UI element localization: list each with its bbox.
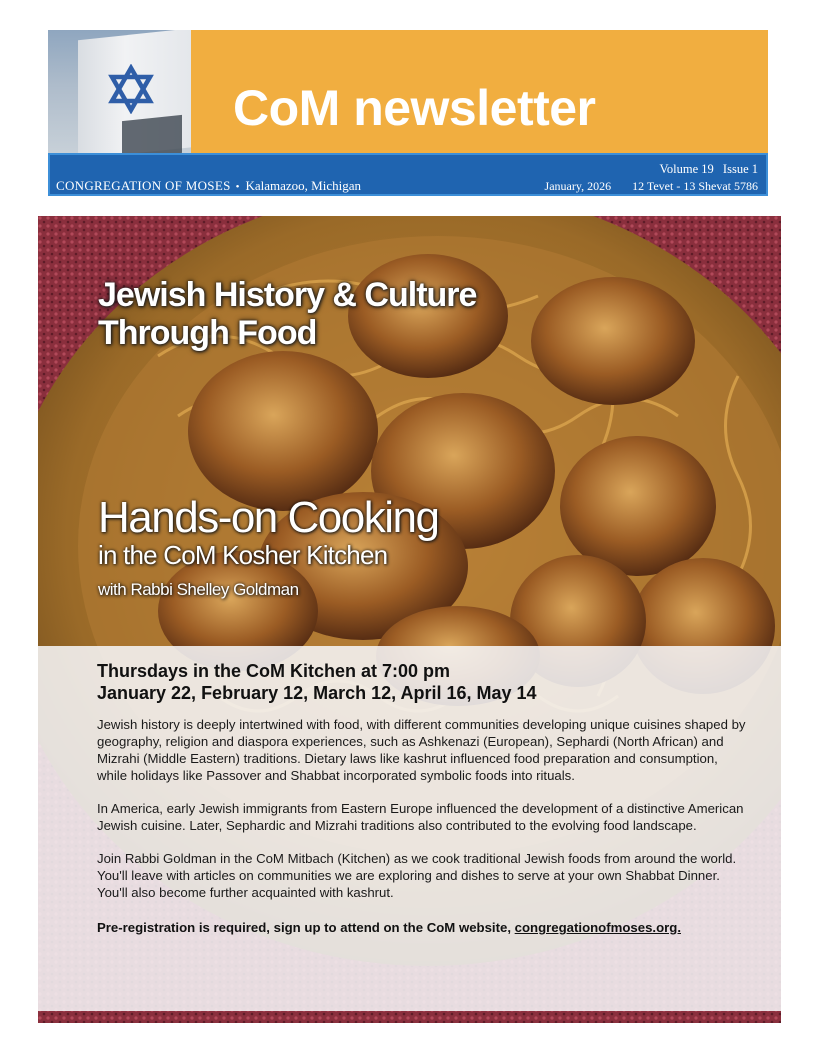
date-line — [545, 179, 758, 194]
newsletter-masthead — [48, 30, 768, 196]
org-name: CONGREGATION OF MOSES — [56, 178, 231, 193]
prereg-text: Pre-registration is required, sign up to attend on the CoM website, — [97, 920, 515, 935]
issue-number: Issue 1 — [722, 162, 758, 176]
volume-issue — [654, 162, 759, 177]
volume-number: Volume 19 — [659, 162, 714, 176]
subhead-rabbi: with Rabbi Shelley Goldman — [98, 580, 299, 599]
flyer-headline — [98, 276, 476, 352]
paragraph-history: Jewish history is deeply intertwined with food, with different communities developing unique cuisines shaped by geography, religion and diaspora experiences, such as Ashkenazi (European), Sephardi (North African) and Mizrahi (Middle Eastern) traditions. Dietary laws like kashrut influenced food preparation and consumption, while holidays like Passover and Shabbat incorporated symbolic foods into rituals. — [97, 717, 746, 783]
schedule-dates: January 22, February 12, March 12, April 16, May 14 — [97, 683, 537, 703]
hebrew-date: 12 Tevet - 13 Shevat 5786 — [632, 179, 758, 193]
subhead-hands-on: Hands-on Cooking — [98, 493, 439, 542]
schedule-time: Thursdays in the CoM Kitchen at 7:00 pm — [97, 661, 451, 681]
synagogue-photo — [48, 30, 191, 153]
subhead-kitchen: in the CoM Kosher Kitchen — [98, 540, 388, 570]
website-link[interactable]: congregationofmoses.org. — [514, 920, 681, 935]
newsletter-title: CoM newsletter — [233, 80, 596, 136]
cooking-class-flyer — [38, 216, 781, 1023]
star-of-david-icon — [106, 64, 156, 114]
headline-line-2: Through Food — [98, 314, 317, 352]
paragraph-invitation: Join Rabbi Goldman in the CoM Mitbach (Kitchen) as we cook traditional Jewish foods from around the world. You'll leave with articles on communities we are exploring and dishes to serve at your own Shabbat Dinner. You'll also become further acquainted with kashrut. — [97, 851, 737, 900]
paragraph-america: In America, early Jewish immigrants from Eastern Europe influenced the development of a distinctive American Jewish cuisine. Later, Sephardic and Mizrahi traditions also contributed to the evolving food landscape. — [97, 801, 744, 833]
title-band — [191, 30, 768, 153]
headline-line-1: Jewish History & Culture — [98, 276, 477, 314]
issue-date: January, 2026 — [544, 179, 612, 193]
synagogue-window — [122, 115, 182, 153]
info-bar — [48, 153, 768, 196]
preregistration-note — [97, 919, 747, 936]
bullet-separator: • — [235, 181, 240, 193]
org-location: Kalamazoo, Michigan — [245, 178, 361, 193]
org-line — [56, 178, 361, 194]
article-panel — [38, 646, 781, 1011]
article-body — [97, 660, 747, 936]
